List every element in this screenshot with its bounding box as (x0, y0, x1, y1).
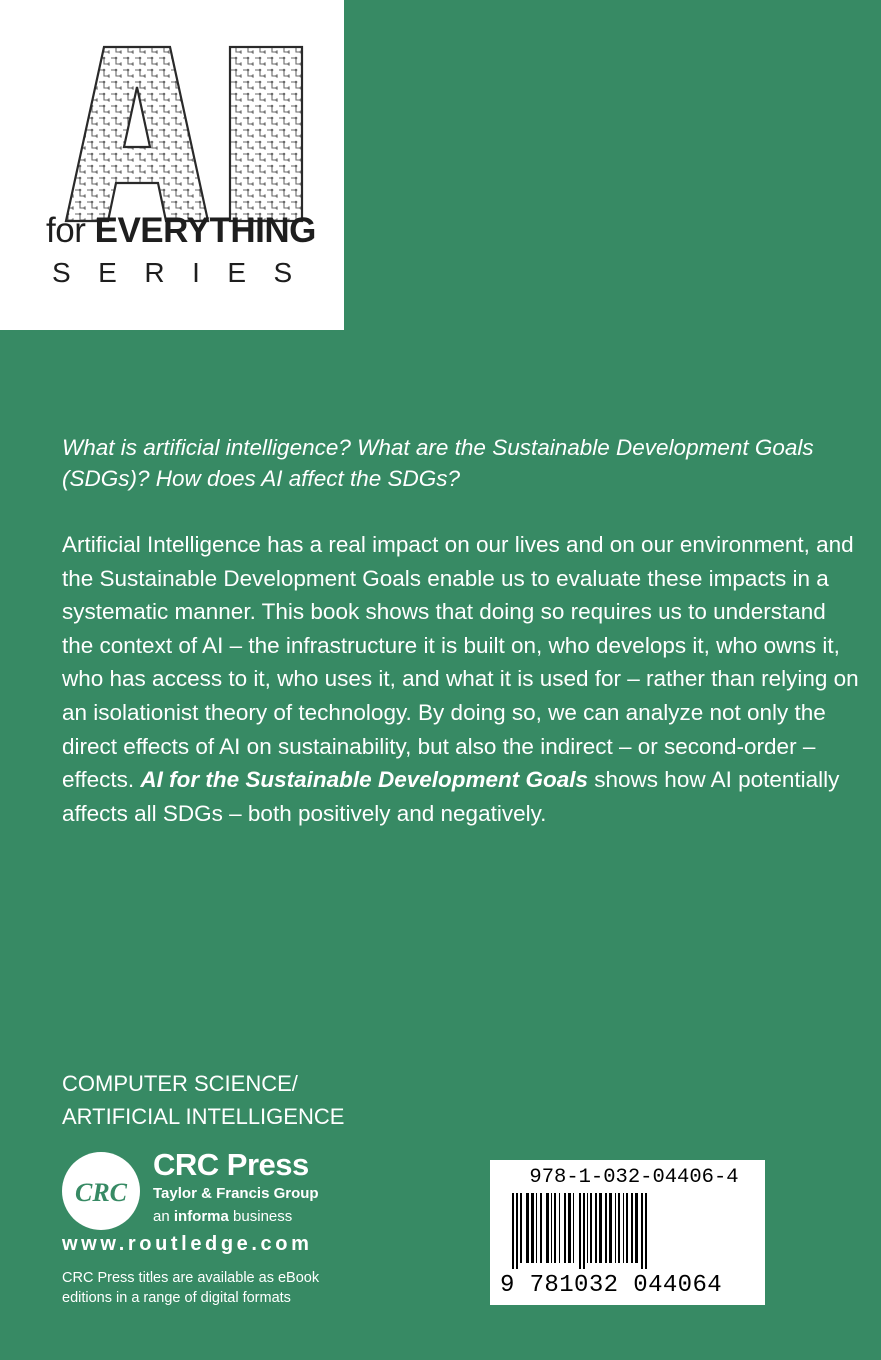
blurb-text-end: shows how AI potentially affects all SDGs – both positively and negatively. (62, 767, 840, 826)
barcode-bar (551, 1193, 552, 1263)
series-word: SERIES (52, 257, 320, 288)
barcode-bar (559, 1193, 560, 1263)
tagline-brand: informa (173, 1208, 229, 1225)
blurb-text: Artificial Intelligence has a real impact on our lives and on our environment, and the Sustainable Development Goals enable us to evaluate these impacts in a systematic manner. This book shows that doing so requires us to understand the context of AI – the infrastructure it is built on, who develops it, who owns it, who has access to it, who uses it, and what it is used for – rather than relying on an isolationist theory of technology. By doing so, we can analyze not only the direct effects of AI on sustainability, but also the indirect – or second-order – effects. (62, 532, 859, 793)
barcode-bar (599, 1193, 602, 1263)
publisher-group: Taylor & Francis Group (153, 1185, 319, 1202)
ean-group-2: 044064 (633, 1272, 723, 1299)
ean-digits (500, 1272, 758, 1299)
barcode-bar (626, 1193, 628, 1263)
blurb-book-title: AI for the Sustainable Development Goals (140, 767, 589, 793)
subject-line-1: COMPUTER SCIENCE/ (62, 1071, 298, 1096)
barcode-bar (623, 1193, 624, 1263)
publisher-name: CRC Press (153, 1147, 309, 1182)
tagline-suffix: business (233, 1208, 293, 1225)
barcode-bar (520, 1193, 522, 1263)
series-logo-box (0, 0, 344, 330)
barcode-box (490, 1160, 765, 1305)
ean-group-1: 781032 (529, 1272, 619, 1299)
barcode-bar (609, 1193, 612, 1263)
book-blurb (62, 528, 862, 830)
ebook-note: CRC Press titles are available as eBook editions in a range of digital formats (62, 1270, 320, 1306)
ean-first-digit: 9 (500, 1272, 515, 1299)
barcode-bar (554, 1193, 556, 1263)
barcode-bar (568, 1193, 571, 1263)
subject-category (62, 1067, 344, 1133)
intro-questions: What is artificial intelligence? What are the Sustainable Development Goals (SDGs)? How does AI affect the SDGs? (62, 435, 814, 491)
barcode-bar (583, 1193, 585, 1269)
for-word: for (46, 211, 86, 250)
barcode-bar (590, 1193, 592, 1263)
barcode-bar (635, 1193, 638, 1263)
barcode-bar (631, 1193, 633, 1263)
subject-line-2: ARTIFICIAL INTELLIGENCE (62, 1104, 345, 1129)
barcode-bar (564, 1193, 566, 1263)
barcode-bar (573, 1193, 574, 1263)
barcode-bar (516, 1193, 518, 1269)
barcode-bar (526, 1193, 529, 1263)
crc-press-logo (61, 1151, 141, 1231)
barcode-bar (546, 1193, 549, 1263)
barcode-bar (645, 1193, 647, 1269)
barcode-bar (595, 1193, 597, 1263)
barcode-bar (641, 1193, 643, 1269)
barcode-bar (579, 1193, 581, 1269)
barcode-bar (531, 1193, 534, 1263)
publisher-website: www.routledge.com (62, 1233, 313, 1255)
ai-circuit-logo (62, 43, 310, 223)
tagline-prefix: an (153, 1208, 170, 1225)
barcode-bar (605, 1193, 607, 1263)
everything-word: EVERYTHING (94, 211, 316, 250)
for-everything-title (46, 211, 336, 251)
barcode-bar (536, 1193, 537, 1263)
publisher-tagline (153, 1208, 292, 1225)
barcode-bar (615, 1193, 616, 1263)
isbn-hyphenated: 978-1-032-04406-4 (529, 1166, 739, 1189)
barcode-bar (540, 1193, 542, 1263)
isbn-barcode (510, 1193, 750, 1269)
crc-logo-text: CRC (74, 1178, 128, 1207)
barcode-bar (587, 1193, 588, 1263)
barcode-bar (512, 1193, 514, 1269)
barcode-bar (618, 1193, 620, 1263)
